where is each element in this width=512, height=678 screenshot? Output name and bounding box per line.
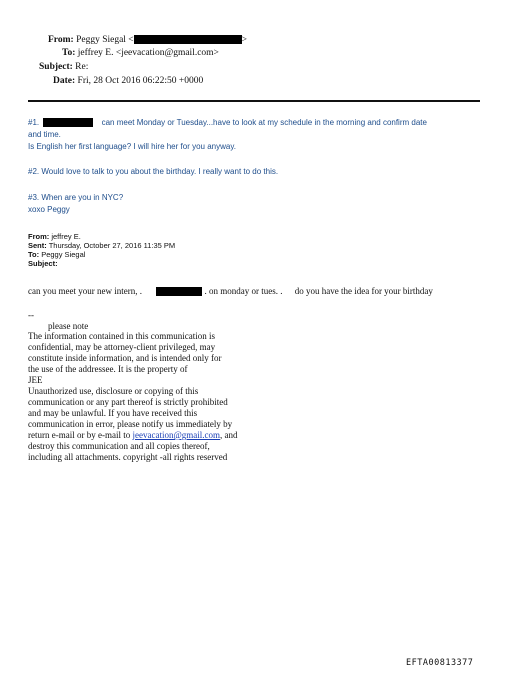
disclaimer-line-4: the use of the addressee. It is the property of	[28, 364, 188, 374]
quoted-message-line	[28, 286, 433, 297]
subject-row	[39, 61, 88, 73]
quoted-from-label: From:	[28, 232, 50, 241]
disclaimer-line-7: communication or any part thereof is strictly prohibited	[28, 397, 228, 407]
quoted-subject-row	[28, 259, 58, 269]
reply-p1-line2: Is English her first language? I will hire her for you anyway.	[28, 142, 236, 151]
email-link[interactable]: jeevacation@gmail.com	[132, 430, 220, 440]
redaction-box	[156, 287, 202, 296]
from-row	[48, 34, 247, 46]
quoted-message-c: do you have the idea for your birthday	[294, 286, 433, 296]
disclaimer-end-line-2: including all attachments. copyright -all rights reserved	[28, 452, 228, 462]
reply-p1-prefix: #1.	[28, 118, 40, 127]
please-note: please note	[48, 321, 89, 331]
disclaimer-line-3: constitute inside information, and is intended only for	[28, 353, 222, 363]
reply-line-1	[28, 117, 427, 128]
quoted-to-value: Peggy Siegal	[41, 250, 86, 259]
quoted-sent-value: Thursday, October 27, 2016 11:35 PM	[48, 241, 176, 250]
to-value: jeffrey E. <jeevacation@gmail.com>	[77, 48, 219, 58]
quoted-to-label: To:	[28, 250, 40, 259]
reply-p1-text: can meet Monday or Tuesday...have to look at my schedule in the morning and confirm date	[101, 118, 427, 127]
disclaimer-line-9: communication in error, please notify us immediately by	[28, 419, 233, 429]
subject-label: Subject:	[39, 62, 73, 72]
return-suffix: , and	[219, 430, 238, 440]
quoted-subject-label: Subject:	[28, 259, 58, 268]
disclaimer-line-2: confidential, may be attorney-client privileged, may	[28, 342, 216, 352]
disclaimer-line-5: JEE	[28, 375, 43, 385]
redaction-box	[43, 118, 93, 127]
reply-p2: #2. Would love to talk to you about the birthday. I really want to do this.	[28, 167, 279, 176]
reply-p3: #3. When are you in NYC?	[28, 193, 124, 202]
from-name: Peggy Siegal <	[76, 35, 134, 45]
reply-p1-cont: and time.	[28, 130, 61, 139]
quoted-message-a: can you meet your new intern, .	[28, 286, 142, 296]
quoted-sent-label: Sent:	[28, 241, 47, 250]
signature-dashes: --	[28, 310, 34, 320]
date-label: Date:	[53, 76, 76, 86]
disclaimer-line-6: Unauthorized use, disclosure or copying of this	[28, 386, 199, 396]
to-label: To:	[62, 48, 76, 58]
return-prefix: return e-mail or by e-mail to	[28, 430, 133, 440]
disclaimer-line-1: The information contained in this communication is	[28, 331, 215, 341]
disclaimer-end-line-1: destroy this communication and all copies thereof,	[28, 441, 210, 451]
subject-value: Re:	[75, 62, 89, 72]
disclaimer-return-line	[28, 430, 237, 441]
redaction-box	[134, 35, 242, 44]
date-row	[53, 75, 203, 87]
document-id: EFTA00813377	[406, 658, 474, 668]
from-label: From:	[48, 35, 74, 45]
header-divider	[28, 100, 480, 102]
date-value: Fri, 28 Oct 2016 06:22:50 +0000	[77, 76, 204, 86]
quoted-message-b: . on monday or tues. .	[204, 286, 283, 296]
reply-signature: xoxo Peggy	[28, 205, 70, 214]
to-row	[62, 47, 219, 59]
quoted-from-value: jeffrey E.	[51, 232, 81, 241]
disclaimer-line-8: and may be unlawful. If you have received this	[28, 408, 198, 418]
from-suffix: >	[241, 35, 248, 45]
